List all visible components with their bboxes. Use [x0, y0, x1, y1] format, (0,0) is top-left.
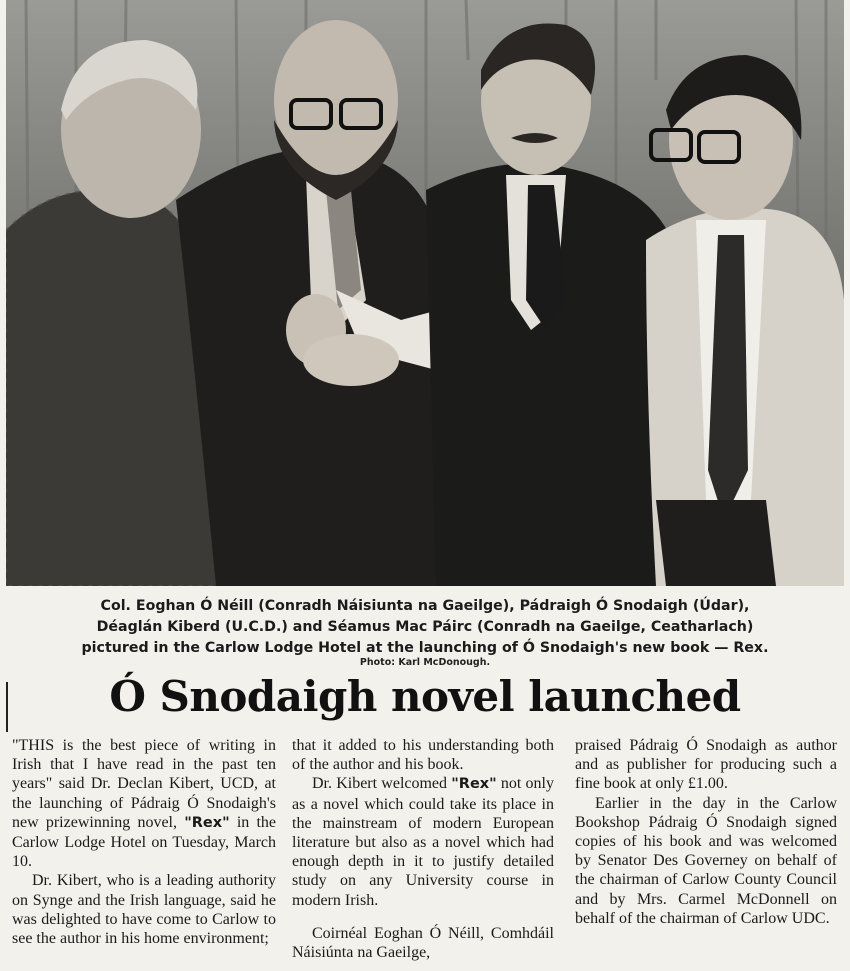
photo-caption: [20, 596, 830, 659]
caption-line-1: Col. Eoghan Ó Néill (Conradh Náisiunta na Gaeilge), Pádraigh Ó Snodaigh (Údar),: [100, 598, 750, 614]
paragraph-text: Dr. Kibert welcomed: [312, 775, 448, 793]
paragraph-text: "THIS is the best piece of writing in Irish that I have read in the past ten years" said Dr. Declan Kibert, UCD, at the launching of Pádraig Ó Snodaigh's new prizewinning novel,: [12, 737, 276, 831]
book-title: "Rex": [451, 776, 497, 793]
paragraph: praised Pádraig Ó Snodaigh as author and as publisher for producing such a fine book at only £1.00.: [575, 737, 837, 793]
photo-credit: Photo: Karl McDonough.: [359, 657, 491, 668]
paragraph: that it added to his understanding both of the author and his book.: [292, 737, 554, 774]
spacer: [292, 910, 554, 924]
photo-illustration: [6, 0, 844, 586]
article-column-3: [575, 736, 837, 928]
paragraph: [12, 736, 276, 871]
paragraph: Dr. Kibert, who is a leading authority on Synge and the Irish language, said he was delighted to have come to Carlow to see the author in his home environment;: [12, 872, 276, 948]
news-photo: [6, 0, 844, 586]
paragraph: Earlier in the day in the Carlow Bookshop Pádraig Ó Snodaigh signed copies of his book and was welcomed by Senator Des Governey on behalf of the chairman of Carlow County Council and by Mrs. Carmel McDonnell on behalf of the chairman of Carlow UDC.: [575, 794, 837, 927]
caption-line-2: Déaglán Kiberd (U.C.D.) and Séamus Mac Páirc (Conradh na Gaeilge, Ceatharlach): [96, 619, 754, 635]
article-column-1: [12, 736, 276, 948]
caption-line-3: pictured in the Carlow Lodge Hotel at the launching of Ó Snodaigh's new book — Rex.: [81, 640, 769, 656]
book-title: "Rex": [184, 814, 230, 831]
paragraph: Coirnéal Eoghan Ó Néill, Comhdáil Náisiúnta na Gaeilge,: [292, 924, 554, 962]
headline: Ó Snodaigh novel launched: [109, 672, 741, 721]
paragraph-text: in the Carlow Lodge Hotel on Tuesday, March 10.: [12, 813, 277, 871]
paragraph: [292, 774, 554, 909]
article-column-2: [292, 736, 554, 962]
paragraph-text: not only as a novel which could take its place in the mainstream of modern European literature but also as a novel which had enough depth in it to justify detailed study on any University course in modern Irish.: [292, 775, 554, 909]
